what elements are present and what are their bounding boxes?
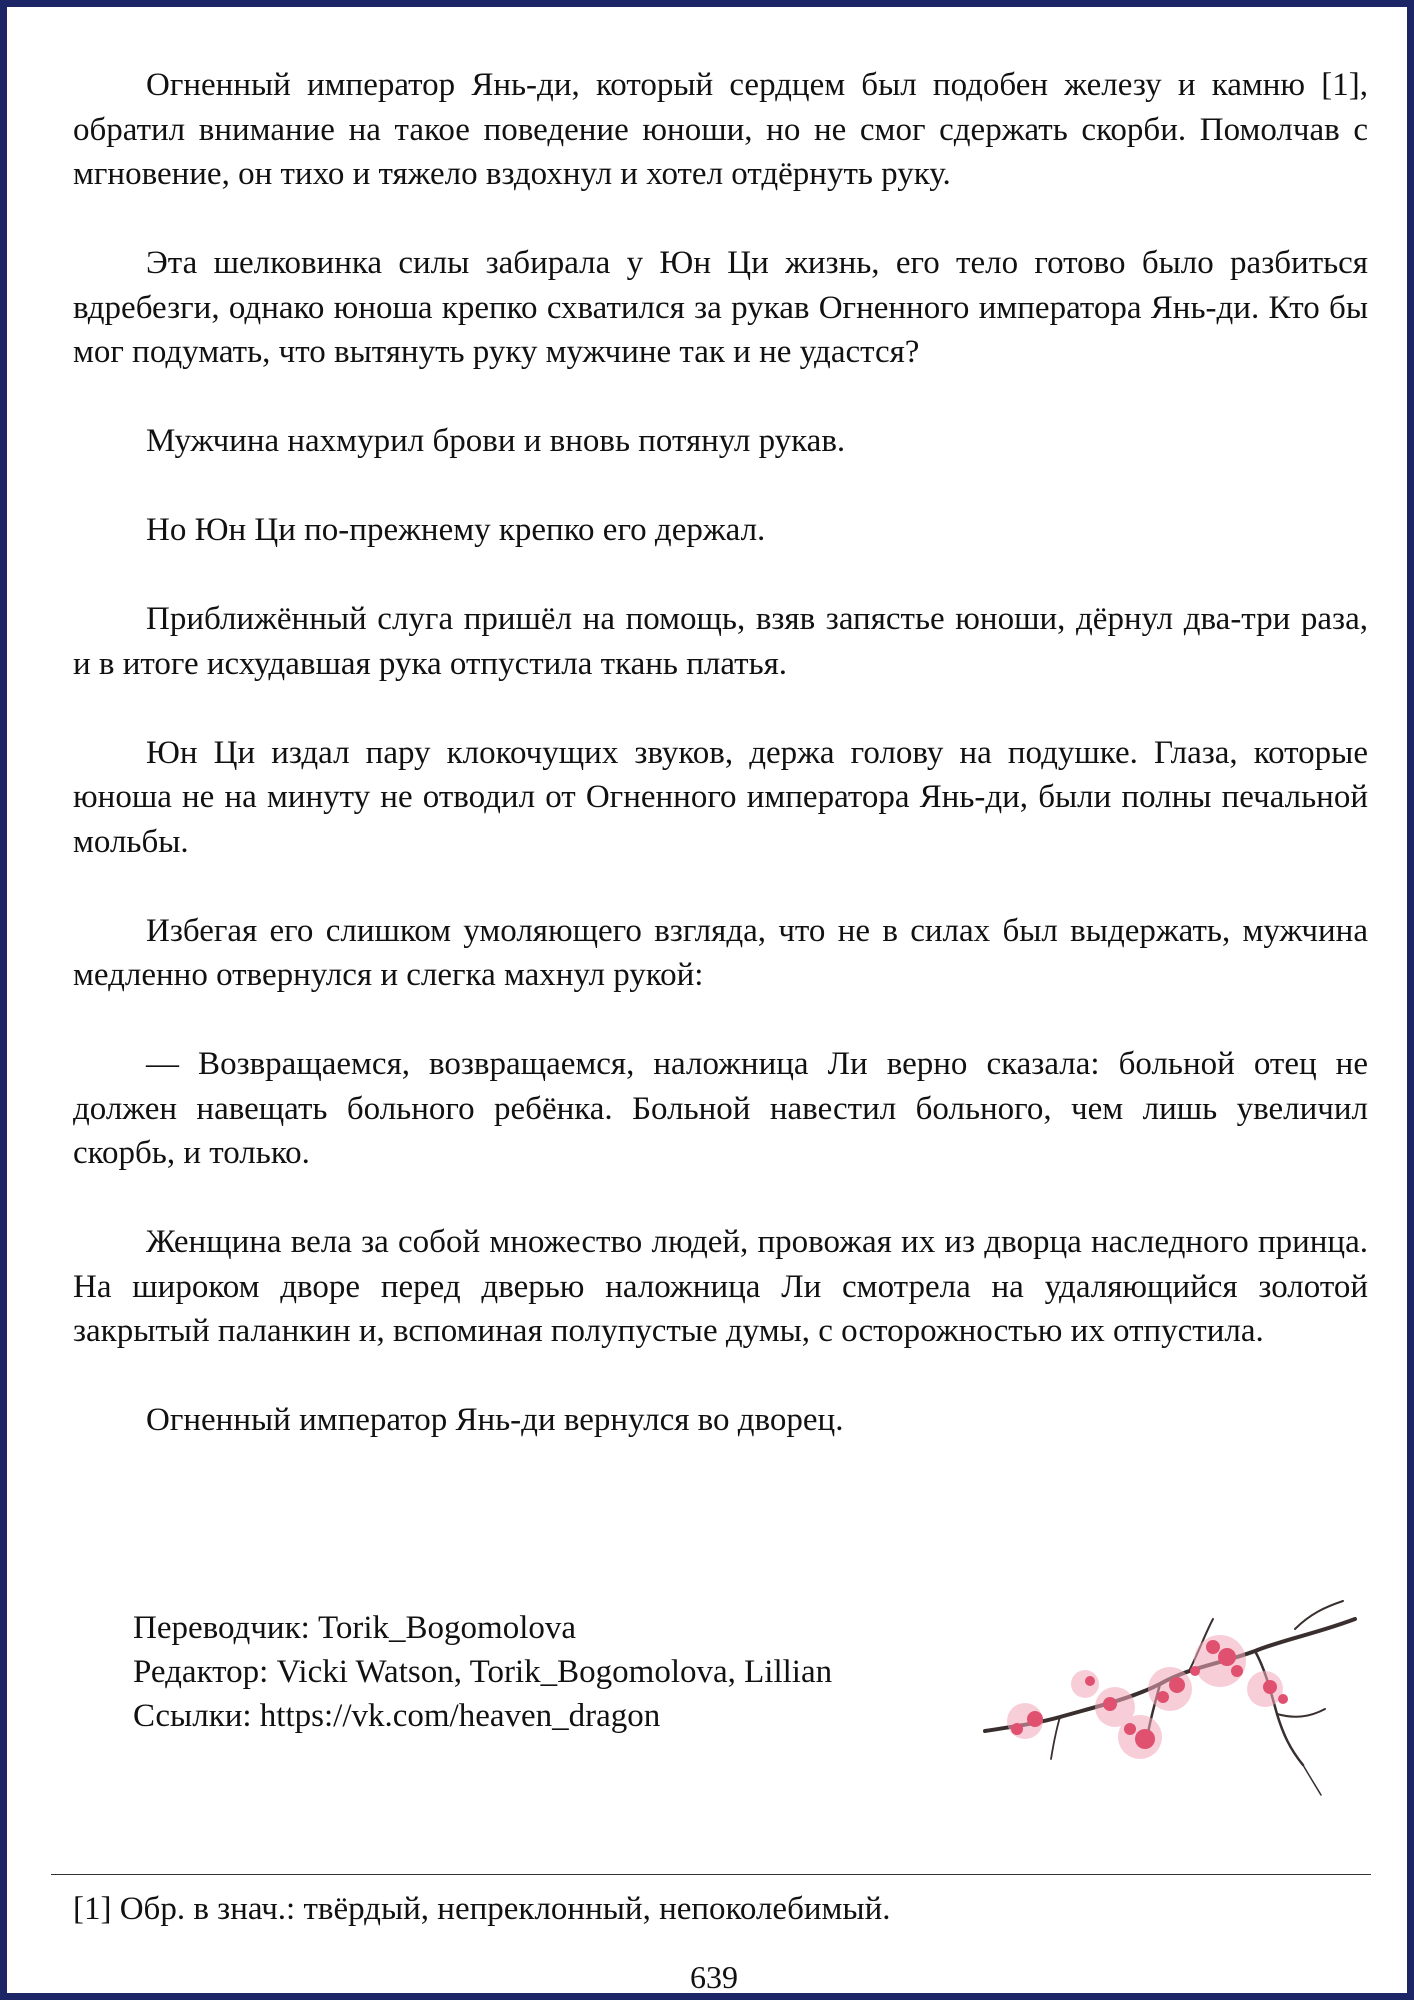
paragraph-5: Приближённый слуга пришёл на помощь, взяв запястье юноши, дёрнул два-три раза, и в итоге исхудавшая рука отпустила ткань платья. [73,601,1368,682]
paragraph-7: Избегая его слишком умоляющего взгляда, что не в силах был выдержать, мужчина медленно отвернулся и слегка махнул рукой: [73,912,1368,993]
editor-credit: Редактор: Vicki Watson, Torik_Bogomolova, Lillian [133,1654,833,1690]
paragraph-9: Женщина вела за собой множество людей, провожая их из дворца наследного принца. На широком дворе перед дверью наложница Ли смотрела на удаляющийся золотой закрытый паланкин и, вспоминая полупустые думы, с осторожностью их отпустила. [73,1224,1368,1349]
paragraph-10: Огненный император Янь-ди вернулся во дворец. [146,1402,844,1438]
paragraph-6: Юн Ци издал пару клокочущих звуков, держа голову на подушке. Глаза, которые юноша не на минуту не отводил от Огненного императора Янь-ди, были полны печальной мольбы. [73,734,1368,860]
paragraph-2: Эта шелковинка силы забирала у Юн Ци жизнь, его тело готово было разбиться вдребезги, однако юноша крепко схватился за рукав Огненного императора Янь-ди. Кто бы мог подумать, что вытянуть руку мужчине так и не удастся? [73,245,1368,370]
footnote-separator [51,1874,1371,1875]
page-number: 639 [690,1959,738,1995]
paragraph-3: Мужчина нахмурил брови и вновь потянул рукав. [146,423,846,459]
translator-credit: Переводчик: Torik_Bogomolova [133,1610,577,1646]
footnote: [1] Обр. в знач.: твёрдый, непреклонный, непоколебимый. [73,1891,891,1927]
credits-block [133,1606,832,1738]
cherry-blossom-illustration [965,1589,1365,1809]
paragraph-4: Но Юн Ци по-прежнему крепко его держал. [146,512,766,548]
body-text [73,63,1368,1487]
paragraph-8: — Возвращаемся, возвращаемся, наложница Ли верно сказала: больной отец не должен навещать больного ребёнка. Больной навестил больного, чем лишь увеличил скорбь, и только. [73,1046,1368,1171]
paragraph-1: Огненный император Янь-ди, который сердцем был подобен железу и камню [1], обратил внимание на такое поведение юноши, но не смог сдержать скорби. Помолчав с мгновение, он тихо и тяжело вздохнул и хотел отдёрнуть руку. [73,67,1368,192]
links-credit[interactable]: Ссылки: https://vk.com/heaven_dragon [133,1698,661,1734]
